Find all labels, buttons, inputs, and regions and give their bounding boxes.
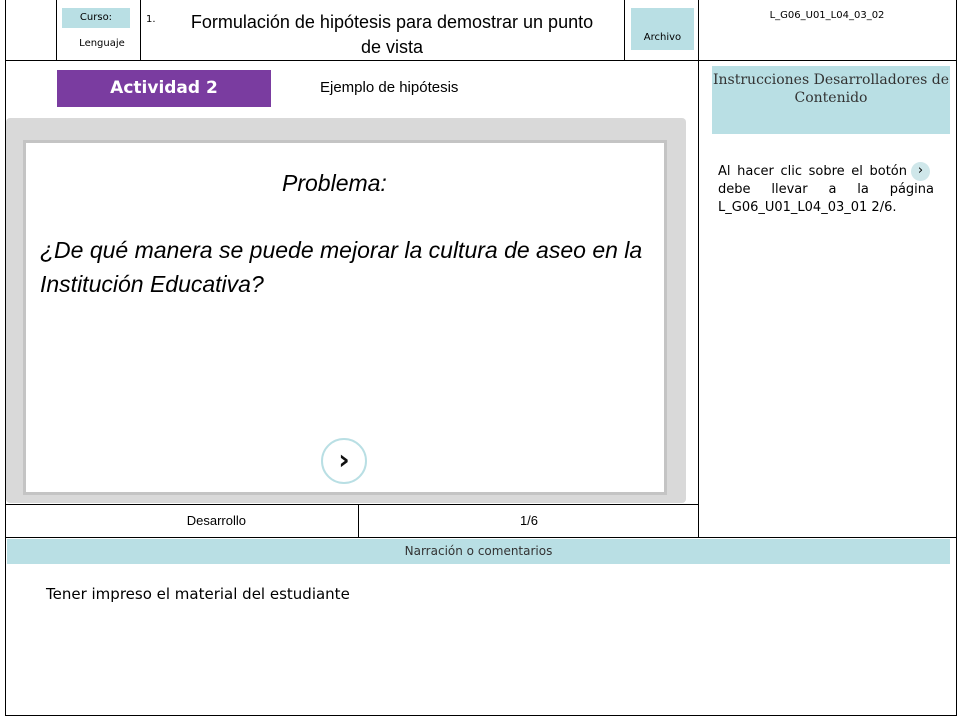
footer-row-divider <box>358 504 359 537</box>
chevron-right-icon: › <box>338 443 350 476</box>
frame-border-right <box>956 0 957 716</box>
narration-divider <box>5 537 957 538</box>
course-label: Curso: <box>62 8 130 28</box>
frame-border-bottom <box>5 715 957 716</box>
section-label: Desarrollo <box>186 513 246 528</box>
lesson-number: 1. <box>146 14 156 25</box>
content-col-divider <box>698 0 699 537</box>
narration-text: Tener impreso el material del estudiante <box>46 585 350 603</box>
file-code: L_G06_U01_L04_03_02 <box>769 10 885 21</box>
header-col-divider-1 <box>56 0 57 60</box>
file-label: Archivo <box>631 8 694 50</box>
next-button[interactable] <box>321 438 367 484</box>
header-col-divider-2 <box>140 0 141 60</box>
page-title: Formulación de hipótesis para demostrar un punto de vista <box>190 12 594 57</box>
chevron-right-icon: › <box>911 162 930 181</box>
header-divider <box>5 60 957 61</box>
page-indicator: 1/6 <box>519 513 539 528</box>
problem-label: Problema: <box>282 170 387 196</box>
activity-subtitle: Ejemplo de hipótesis <box>320 79 459 96</box>
activity-badge: Actividad 2 <box>57 70 271 107</box>
instructions-text-after: debe llevar a la página L_G06_U01_L04_03_01 2/6. <box>718 182 934 215</box>
header-col-divider-3 <box>624 0 625 60</box>
narration-heading: Narración o comentarios <box>7 539 950 564</box>
instructions-text-before: Al hacer clic sobre el botón <box>718 164 907 179</box>
footer-row-top <box>5 504 699 505</box>
instructions-heading: Instrucciones Desarrolladores de Contenido <box>712 66 950 134</box>
course-value: Lenguaje <box>79 38 125 49</box>
instructions-text <box>718 162 934 217</box>
problem-question: ¿De qué manera se puede mejorar la cultura de aseo en la Institución Educativa? <box>40 237 643 297</box>
